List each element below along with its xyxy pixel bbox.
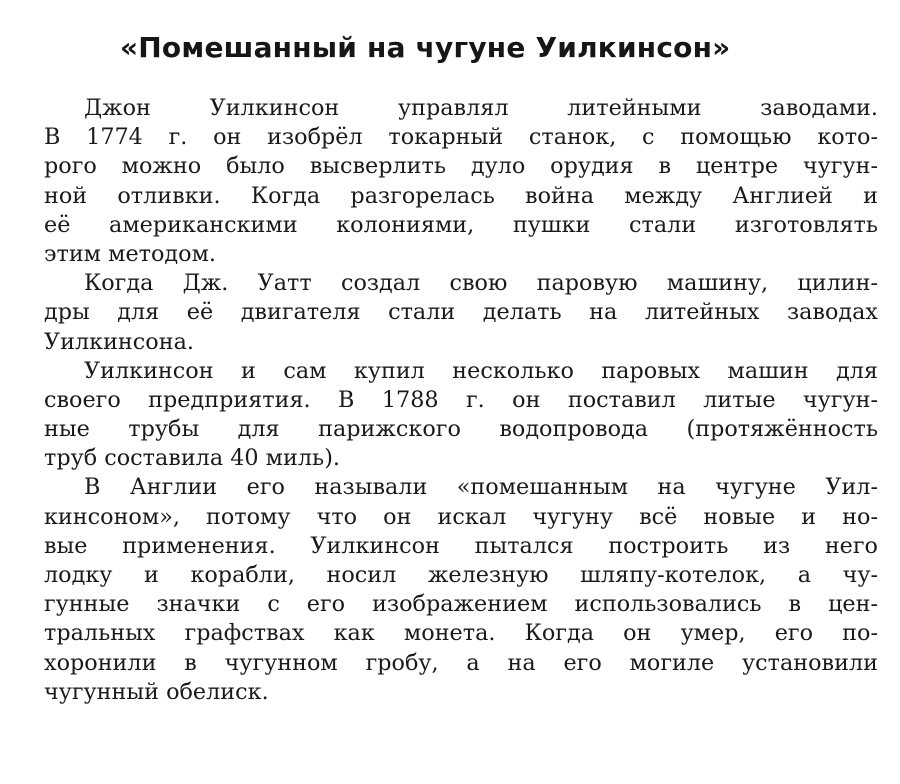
text-line: В 1774 г. он изобрёл токарный станок, с помощью кото- xyxy=(44,124,878,151)
article-title: «Помешанный на чугуне Уилкинсон» xyxy=(120,31,731,64)
text-line: чугунный обелиск. xyxy=(44,678,269,705)
text-line: ные трубы для парижского водопровода (протяжённость xyxy=(44,416,878,443)
article-body xyxy=(44,94,878,707)
text-line: своего предприятия. В 1788 г. он поставил литые чугун- xyxy=(44,386,878,413)
paragraph-1 xyxy=(44,94,878,269)
text-line: Джон Уилкинсон управлял литейными заводами. xyxy=(84,95,878,121)
text-line: В Англии его называли «помешанным на чугуне Уил- xyxy=(84,474,878,501)
text-line: ной отливки. Когда разгорелась война между Англией и xyxy=(44,182,878,209)
paragraph-2 xyxy=(44,269,878,357)
text-line: дры для её двигателя стали делать на литейных заводах xyxy=(44,299,878,326)
text-line: Уилкинсон и сам купил несколько паровых машин для xyxy=(84,357,878,384)
text-line: рого можно было высверлить дуло орудия в центре чугун- xyxy=(44,153,878,180)
text-line: лодку и корабли, носил железную шляпу-котелок, а чу- xyxy=(44,562,878,588)
text-line: тральных графствах как монета. Когда он умер, его по- xyxy=(44,620,878,647)
text-line: Уилкинсона. xyxy=(44,328,194,355)
text-line: этим методом. xyxy=(44,240,216,267)
text-line: Когда Дж. Уатт создал свою паровую машину, цилин- xyxy=(84,270,878,297)
text-line: хоронили в чугунном гробу, а на его могиле установили xyxy=(44,649,878,676)
text-line: вые применения. Уилкинсон пытался построить из него xyxy=(44,532,878,559)
text-line: гунные значки с его изображением использовались в цен- xyxy=(44,591,878,618)
paragraph-3 xyxy=(44,357,878,474)
text-line: кинсоном», потому что он искал чугуну всё новые и но- xyxy=(44,503,878,530)
text-line: труб составила 40 миль). xyxy=(44,445,340,472)
text-line: её американскими колониями, пушки стали изготовлять xyxy=(44,211,878,238)
paragraph-4 xyxy=(44,473,878,707)
